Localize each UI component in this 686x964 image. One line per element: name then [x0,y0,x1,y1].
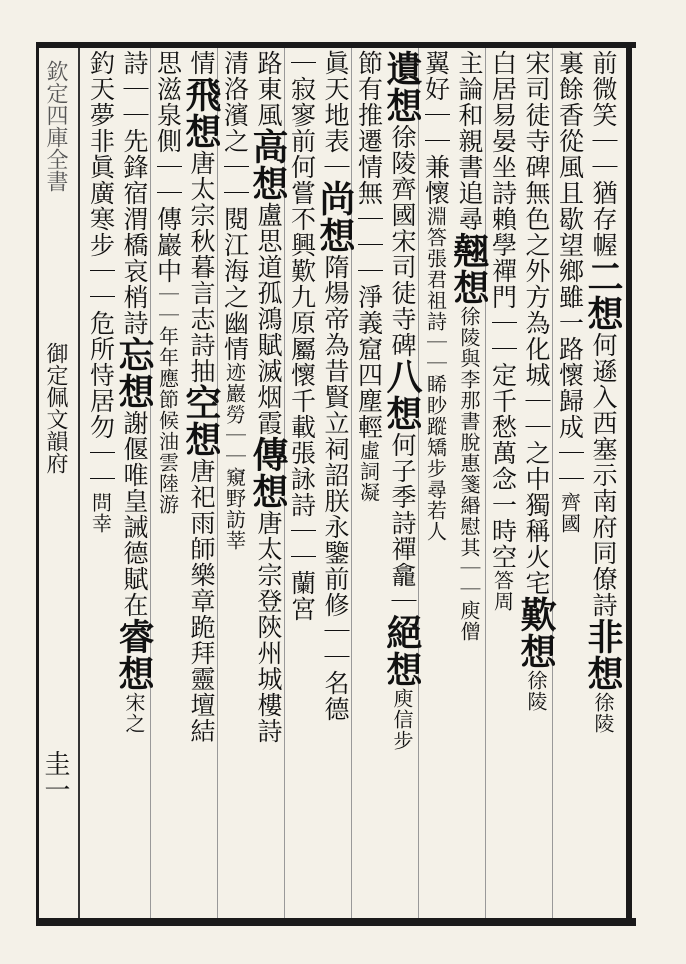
annotation-text: ｜｜年年應節候油雲陸游 [155,284,180,515]
text-column [448,50,490,916]
text-column [180,50,222,916]
body-text: 思滋泉側｜｜傳巖中 [153,50,183,284]
body-text: 望鄉雖一路懷歸成｜｜ [555,232,585,492]
margin-column [40,60,70,900]
entry-heading: 傳想 [247,436,289,510]
text-column [582,50,624,916]
text-column [381,50,423,916]
body-text: 唐太宗秋暮言志詩抽 [187,150,216,384]
entry-heading: 尚想 [314,180,356,254]
entry-heading: 忘想 [113,336,155,410]
body-text: 盧思道孤鴻賦滅烟霞 [254,202,283,436]
body-text: ｜寂寥前 [287,50,317,154]
frame-right-border [626,42,632,926]
annotation-text: 庾信步 [390,688,414,751]
body-text: 之｜｜閱江海之幽情 [220,128,250,362]
body-text: 釣天夢非眞廣寒步｜｜ [86,50,116,310]
entry-heading: 歎想 [515,596,557,670]
body-text: 路東風 [254,50,283,128]
text-column [515,50,557,916]
entry-heading: 翹想 [448,232,490,306]
annotation-text: 迹巖勞｜｜窺野訪莘 [222,362,247,551]
annotation-text: 徐陵 [524,670,548,712]
body-text: 翼好｜｜兼懷 [421,50,451,206]
entry-heading: 絕想 [381,614,423,688]
frame-top-border [36,42,636,48]
text-column [218,50,252,916]
text-column [352,50,386,916]
entry-heading: 八想 [381,358,423,432]
entry-heading: 睿想 [113,618,155,692]
book-title: 欽定四庫全書 [43,60,68,192]
body-text: 謝偃唯皇誡德賦在 [120,410,149,618]
body-text: 宋司徒寺碑無色之外方為化城｜｜之中獨稱火宅 [522,50,551,596]
text-column [553,50,587,916]
entry-heading: 遺想 [381,50,423,124]
body-text: 前微笑｜｜猶存幄 [589,50,618,258]
body-text: 隋煬帝為昔賢立祠詔朕永鑒前修｜｜名德 [321,254,350,722]
text-column [151,50,185,916]
entry-heading: 高想 [247,128,289,202]
text-column [419,50,453,916]
body-text: 唐太宗登陝州城樓詩 [254,510,283,744]
text-column [314,50,356,916]
body-text: ｜ [388,588,417,614]
text-column [486,50,520,916]
frame-left-border [36,42,39,926]
annotation-text: 齊國 [557,492,582,534]
body-text: 主論和親書追尋 [455,50,484,232]
annotation-text: 答周 [490,570,515,612]
entry-heading: 二想 [582,258,624,332]
entry-heading: 空想 [180,384,222,458]
annotation-text: 徐陵與李那書脫惠箋緡慰其｜｜庾僧 [457,306,481,642]
entry-heading: 非想 [582,618,624,692]
body-text: ｜淨義窟四塵輕 [354,258,384,440]
body-text: 唐祀雨師樂章跪拜靈壇結 [187,458,216,744]
body-text: 情 [187,50,216,76]
body-text: 節有推遷情無｜｜ [354,50,384,258]
page-number: 圭一 [40,750,70,802]
text-column [247,50,289,916]
body-text: 徐陵齊國宋司徒寺碑 [388,124,417,358]
body-text: 清洛濱 [220,50,250,128]
text-column [113,50,155,916]
text-column [285,50,319,916]
text-column [84,50,118,916]
section-title: 御定佩文韻府 [43,342,68,474]
annotation-text: 虛詞凝 [356,440,381,503]
body-text: 白居易晏坐詩賴學禪門｜｜定千愁萬念一時空 [488,50,518,570]
body-text: 眞天地表｜ [321,50,350,180]
annotation-text: 宋之 [122,692,146,734]
body-text: 何遜入西塞示南府同僚詩 [589,332,618,618]
body-text: 何嘗不興歎九原屬懷千載張詠詩｜｜蘭宮 [287,154,317,622]
body-text: 裏餘香從風且歇 [555,50,585,232]
annotation-text: 淵答張君祖詩｜｜睎眇蹤矯步尋若人 [423,206,448,542]
annotation-text: 問幸 [88,492,113,534]
entry-heading: 飛想 [180,76,222,150]
margin-divider [78,48,80,918]
body-text: 危所恃居勿｜｜ [86,310,116,492]
body-text: 何子季詩禪龕 [388,432,417,588]
frame-bottom-border [36,918,636,926]
body-text: 詩｜｜先鋒宿渭橋哀梢詩 [120,50,149,336]
annotation-text: 徐陵 [591,692,615,734]
